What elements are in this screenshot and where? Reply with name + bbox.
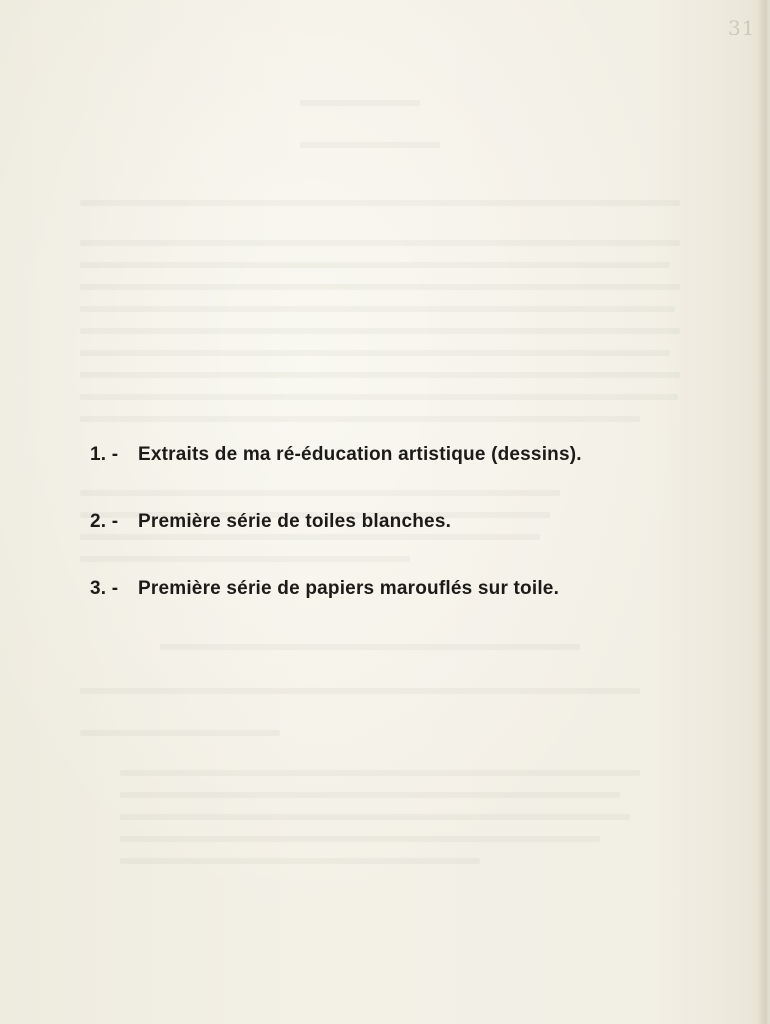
show-through-line [80,284,680,290]
show-through-line [120,792,620,798]
list-item [90,507,730,537]
show-through-line [80,262,670,268]
list-item-text: Extraits de ma ré-éducation artistique (dessins). [138,444,582,465]
show-through-line [80,730,280,736]
page-folio-number: 31 [728,16,756,40]
list-item-number: 1. - [90,444,119,465]
show-through-line [120,814,630,820]
list-item [90,440,730,470]
show-through-line [160,644,580,650]
list-item [90,574,730,604]
show-through-line [80,372,680,378]
show-through-line [80,200,680,206]
list-item-text: Première série de toiles blanches. [138,511,452,532]
show-through-line [120,770,640,776]
list-item-number: 3. - [90,578,119,599]
show-through-line [300,142,440,148]
contents-list [90,440,730,604]
show-through-line [120,836,600,842]
show-through-line [80,328,680,334]
show-through-line [80,394,678,400]
page-edge-shadow [758,0,770,1024]
show-through-line [80,306,675,312]
show-through-line [80,240,680,246]
show-through-line [80,416,640,422]
show-through-line [300,100,420,106]
show-through-line [80,350,670,356]
show-through-line [120,858,480,864]
show-through-line [80,688,640,694]
list-item-number: 2. - [90,511,119,532]
list-item-text: Première série de papiers marouflés sur toile. [138,578,560,599]
